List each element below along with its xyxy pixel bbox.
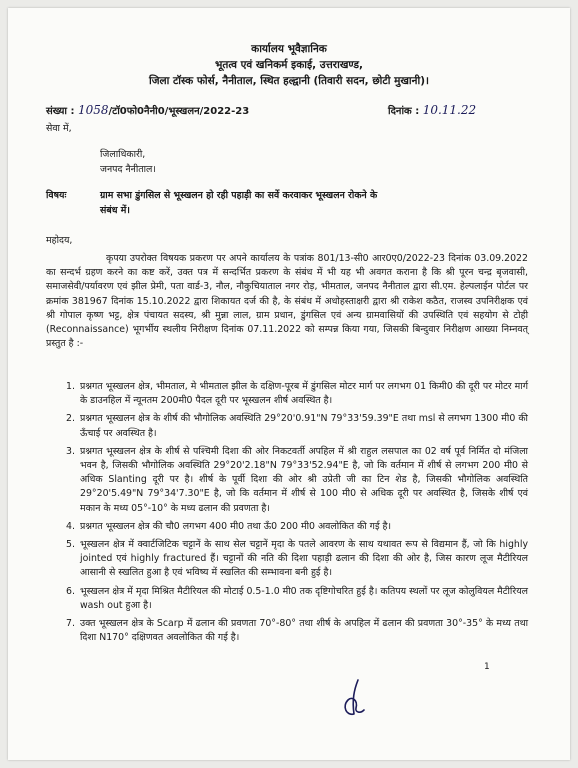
point-number: 3. <box>66 445 75 457</box>
point-text: प्रश्नगत भूस्खलन क्षेत्र की चौ0 लगभग 400 मी0 तथा ऊँ0 200 मी0 अवलोकित की गई है। <box>80 520 392 532</box>
page-number: 1 <box>484 662 490 672</box>
addressee-district: जनपद नैनीताल। <box>100 164 156 175</box>
point-text: भूस्खलन क्षेत्र में क्वार्टजिटिक चट्टानें के साथ सेल चट्टानें मृदा के पतले आवरण के साथ यथावत रूप से विद्यमान हैं, जो कि highly jointed एवं highly fractured हैं। चट्टानों की नति की दिशा पहाड़ी ढलान की दिशा की ओर है, जिस कारण लूज मैटीरियल आसानी से स्खलित हुआ है एवं भविष्य में स्खलित की सम्भावना बनी हुई है। <box>80 539 528 579</box>
reference-number <box>46 103 249 117</box>
point-text: प्रश्नगत भूस्खलन क्षेत्र, भीमताल, मे भीमताल झील के दक्षिण-पूरब में डुंगसिल मोटर मार्ग पर लगभग 01 किमी0 की दूरी पर मोटर मार्ग के डाउनहिल में न्यूनतम 200मी0 पैदल दूरी पर भूस्खलन शीर्ष अवस्थित है। <box>80 381 528 407</box>
point-number: 7. <box>66 618 75 630</box>
body-paragraph: कृपया उपरोक्त विषयक प्रकरण पर अपने कार्यालय के पत्रांक 801/13-सी0 आर0ए0/2022-23 दिनांक 03.09.2022 का सन्दर्भ ग्रहण करने का कष्ट करें, उक्त पत्र में सन्दर्भित प्रकरण के संबंध में भी यह भी अवगत कराना है कि श्री पूरन चन्द्र बृजवासी, समाजसेवी/पर्यावरण एवं झील प्रेमी, पता वार्ड-3, नौल, नौकुचियाताल नगर रोड़, भीमताल, जनपद नैनीताल द्वारा सी.एम. हेल्पलाईन पोर्टल पर क्रमांक 381967 दिनांक 15.10.2022 द्वारा शिकायत दर्ज की है, के संबंध में अधोहस्ताक्षरी द्वारा श्री राकेश कठैत, राजस्व उपनिरीक्षक एवं श्री गोपाल कृष्ण भट्ट, क्षेत्र पंचायत सदस्य, श्री मुन्ना लाल, ग्राम प्रधान, डुंगसिल एवं अन्य ग्रामवासियों की उपस्थिति एवं सहयोग से टोही (Reconnaissance) भूगर्भीय स्थलीय निरीक्षण दिनांक 07.11.2022 को सम्पन्न किया गया, जिसकी बिन्दुवार निरीक्षण आख्या निम्नवत् प्रस्तुत है :- <box>46 253 528 350</box>
date-handwritten: 10.11.22 <box>422 103 477 117</box>
list-item <box>66 412 528 440</box>
letter-number-handwritten: 1058 <box>77 103 109 117</box>
list-item <box>66 585 528 613</box>
subject-line-2: संबंध में। <box>100 205 130 216</box>
point-number: 6. <box>66 585 75 597</box>
document-page <box>8 8 570 760</box>
point-text: प्रश्नगत भूस्खलन क्षेत्र के शीर्ष की भौगोलिक अवस्थिति 29°20'0.91"N 79°33'59.39"E तथा msl से लगभग 1300 मी0 की ऊँचाई पर अवस्थित है। <box>80 413 528 439</box>
point-text: भूस्खलन क्षेत्र में मृदा मिश्रित मैटीरियल की मोटाई 0.5-1.0 मी0 तक दृष्टिगोचरित हुई है। कतिपय स्थलों पर लूज कोलुवियल मैटीरियल wash out हुआ है। <box>80 585 528 611</box>
inspection-points-list <box>66 380 528 645</box>
letterhead-address: जिला टॉस्क फोर्स, नैनीताल, स्थित हल्द्वानी (तिवारी सदन, छोटी मुखानी)। <box>149 75 429 87</box>
point-text: उक्त भूस्खलन क्षेत्र के Scarp में ढलान की प्रवणता 70°-80° तथा शीर्ष के अपहिल में ढलान की प्रवणता 30°-35° के मध्य तथा दिशा N170° दक्षिणवत अवलोकित की गई है। <box>80 618 528 644</box>
point-number: 4. <box>66 520 75 532</box>
reference-suffix: /टॉ0फो0नैनी0/भूस्खलन/2022-23 <box>108 106 250 117</box>
letterhead-unit: भूतत्व एवं खनिकर्म इकाई, उत्तराखण्ड, <box>214 59 364 71</box>
list-item <box>66 445 528 516</box>
subject-label: विषयः <box>46 190 67 201</box>
list-item <box>66 380 528 408</box>
date-label: दिनांक : <box>388 106 420 117</box>
greeting: महोदय, <box>46 235 73 246</box>
reference-label: संख्या : <box>46 106 75 117</box>
letterhead-office: कार्यालय भूवैज्ञानिक <box>251 43 327 55</box>
subject-line-1: ग्राम सभा डुंगसिल से भूस्खलन हो रही पहाड़ी का सर्वे करवाकर भूस्खलन रोकने के <box>100 190 378 201</box>
point-number: 2. <box>66 413 75 425</box>
point-number: 1. <box>66 381 75 392</box>
signature-mark <box>336 676 376 720</box>
list-item <box>66 617 528 645</box>
point-number: 5. <box>66 539 75 551</box>
letter-date <box>388 103 476 117</box>
point-text: प्रश्नगत भूस्खलन क्षेत्र के शीर्ष से पश्चिमी दिशा की ओर निकटवर्ती अपहिल में श्री राहुल लसपाल का 02 वर्ष पूर्व निर्मित दो मंजिला भवन है, जिसकी भौगोलिक अवस्थिति 29°20'2.18"N 79°33'52.94"E है, जो कि वर्तमान में शीर्ष से लगभग 200 मी0 से अधिक Slanting दूरी पर है। शीर्ष के पूर्वी दिशा की ओर श्री उप्रेती जी का टिन शेड है, जिसकी भौगोलिक अवस्थिति 29°20'5.49"N 79°34'7.30"E है, जो कि वर्तमान में शीर्ष से 100 मी0 से अधिक दूरी पर अवस्थित है, जिसके शीर्ष एवं मकान के मध्य 05°-10° के मध्य ढलान की प्रवणता है। <box>80 445 528 514</box>
addressee-title: जिलाधिकारी, <box>100 149 146 160</box>
list-item <box>66 520 528 534</box>
salutation: सेवा में, <box>46 123 72 134</box>
list-item <box>66 538 528 581</box>
